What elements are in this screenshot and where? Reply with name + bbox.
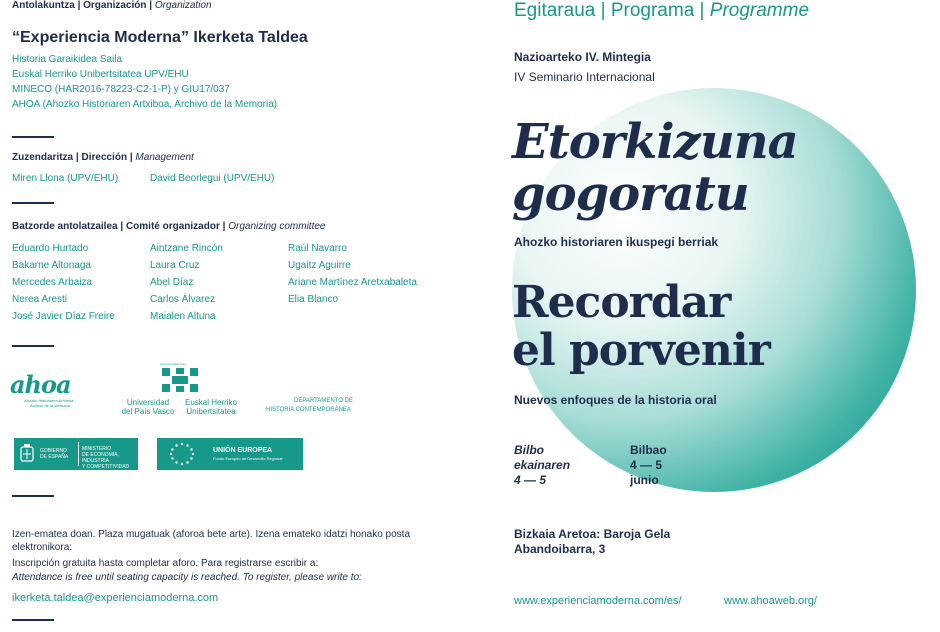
spain-coat-of-arms-icon (18, 443, 36, 465)
ministerio-line: Y COMPETITIVIDAD (82, 464, 130, 470)
upv-name-line: del País Vasco (121, 407, 175, 416)
ehu-name-line: Unibertsitatea (186, 407, 236, 416)
committee-member: Eduardo Hurtado (12, 243, 89, 254)
subtitle-es: Nuevos enfoques de la historia oral (514, 393, 717, 407)
eu-title: UNIÓN EUROPEA (213, 447, 273, 454)
upv-name-line: Universidad (126, 398, 170, 407)
registration-es: Inscripción gratuita hasta completar aforo. Para registrarse escribir a: (12, 558, 319, 569)
title-es (512, 279, 770, 375)
date-es-month: junio (630, 473, 659, 487)
committee-column-2 (150, 240, 223, 325)
committee-member: José Javier Díaz Freire (12, 311, 115, 322)
title-es-line: el porvenir (512, 325, 770, 376)
committee-member: Mercedes Arbaiza (12, 277, 93, 288)
org-line: AHOA (Ahozko Historiaren Artxiboa, Archivo de la Memoria) (12, 99, 278, 110)
committee-member: Maialen Altuna (150, 311, 216, 322)
upv-emblem-icon (160, 366, 200, 394)
title-eu-line: Etorkizuna (512, 114, 798, 170)
divider (12, 345, 54, 347)
date-es-city: Bilbao (630, 443, 667, 457)
director-name: David Beorlegui (UPV/EHU) (150, 173, 275, 184)
upv-ehu-logo (114, 362, 244, 420)
upv-name (120, 398, 176, 416)
committee-member: Raúl Navarro (288, 243, 347, 254)
gobierno-text (40, 448, 68, 460)
program-heading-en: Programme (709, 0, 810, 21)
management-heading-es: Dirección (81, 152, 128, 163)
ahoa-web-link[interactable]: www.ahoaweb.org/ (724, 595, 817, 607)
gobierno-line: GOBIERNO (40, 448, 67, 454)
committee-member: Laura Cruz (150, 260, 200, 271)
org-line: Euskal Herriko Unibertsitatea UPV/EHU (12, 69, 189, 80)
seminar-eu: Nazioarteko IV. Mintegia (514, 50, 651, 64)
department-line: HISTORIA CONTEMPORÁNEA (266, 407, 351, 413)
program-heading-es: Programa (610, 0, 695, 21)
date-eu (514, 443, 570, 488)
program-heading-eu: Egitaraua (514, 0, 596, 21)
ahoa-logo-sub: Archivo de la Memoria (30, 403, 70, 408)
management-heading: Zuzendaritza | Dirección | Management (12, 152, 194, 163)
registration-email-link[interactable]: ikerketa.taldea@experienciamoderna.com (12, 592, 219, 604)
org-heading-en: Organization (154, 0, 212, 11)
subtitle-eu: Ahozko historiaren ikuspegi berriak (514, 235, 719, 249)
divider (12, 619, 54, 621)
ahoa-logo (10, 372, 92, 422)
ahoa-logo-sub: Ahozko Historiaren Artxiboa (24, 398, 74, 403)
org-heading-es: Organización (83, 0, 147, 11)
venue (514, 527, 670, 557)
committee-column-3 (288, 240, 417, 308)
management-heading-en: Management (135, 152, 194, 163)
date-es-days: 4 — 5 (630, 458, 663, 472)
committee-column-1 (12, 240, 115, 325)
management-heading-eu: Zuzendaritza (12, 152, 74, 163)
research-group-title: “Experiencia Moderna” Ikerketa Taldea (12, 29, 308, 46)
organization-lines (12, 52, 277, 112)
ministerio-text (82, 446, 138, 470)
venue-line: Bizkaia Aretoa: Baroja Gela (514, 527, 671, 541)
committee-heading: Batzorde antolatzailea | Comité organizador | Organizing committee (12, 221, 326, 232)
ehu-name-line: Euskal Herriko (184, 398, 237, 407)
department-line: DEPARTAMENTO DE (294, 398, 353, 404)
venue-line: Abandoibarra, 3 (514, 542, 606, 556)
seminar-es: IV Seminario Internacional (514, 70, 655, 84)
ehu-name (180, 398, 242, 416)
committee-heading-eu: Batzorde antolatzailea (12, 221, 118, 232)
ahoa-logo-text: ahoa (10, 370, 71, 399)
gobierno-line: DE ESPAÑA (40, 454, 69, 460)
ministerio-line: MINISTERIO (82, 446, 112, 452)
committee-member: Carlos Álvarez (150, 294, 216, 305)
date-eu-city: Bilbo (514, 443, 544, 457)
divider (12, 136, 54, 138)
organization-heading: Antolakuntza | Organización | Organization (12, 0, 212, 11)
committee-member: Nerea Aresti (12, 294, 68, 305)
committee-member: Ugaitz Aguirre (288, 260, 351, 271)
committee-member: Abel Díaz (150, 277, 194, 288)
divider (12, 495, 54, 497)
gobierno-ministerio-logo (14, 438, 138, 470)
committee-heading-es: Comité organizador (125, 221, 220, 232)
org-line: MINECO (HAR2016-78223-C2-1-P) y GIU17/037 (12, 84, 230, 95)
registration-en: Attendance is free until seating capacity is reached. To register, please write to: (12, 572, 362, 583)
department-logo (266, 397, 353, 415)
divider (12, 202, 54, 204)
committee-member: Bakarne Altonaga (12, 260, 91, 271)
org-heading-eu: Antolakuntza (12, 0, 75, 11)
ministerio-line: DE ECONOMÍA, INDUSTRIA (82, 452, 119, 464)
date-eu-days: 4 — 5 (514, 473, 547, 487)
committee-member: Elia Blanco (288, 294, 339, 305)
org-line: Historia Garaikidea Saila (12, 54, 123, 65)
committee-heading-en: Organizing committee (228, 221, 326, 232)
title-eu-line: gogoratu (512, 166, 749, 222)
eu-stars-icon (167, 441, 197, 467)
committee-member: Ariane Martínez Aretxabaleta (288, 277, 417, 288)
eu-feder-logo (157, 438, 303, 470)
date-es (630, 443, 667, 488)
date-eu-month: ekainaren (514, 458, 571, 472)
registration-eu: Izen-ematea doan. Plaza mugatuak (aforoa bete arte). Izena emateko idatzi honako posta elektronikora: (12, 529, 411, 553)
director-name: Miren Llona (UPV/EHU) (12, 173, 119, 184)
upv-motto: eman ta zabal zazu (160, 362, 187, 366)
eu-subtitle: Fondo Europeo de Desarrollo Regional (213, 456, 283, 461)
title-es-line: Recordar (512, 277, 731, 328)
title-eu (512, 116, 798, 220)
committee-member: Aintzane Rincón (150, 243, 223, 254)
experiencia-moderna-link[interactable]: www.experienciamoderna.com/es/ (514, 595, 682, 607)
program-heading: Egitaraua | Programa | Programme (514, 0, 810, 21)
